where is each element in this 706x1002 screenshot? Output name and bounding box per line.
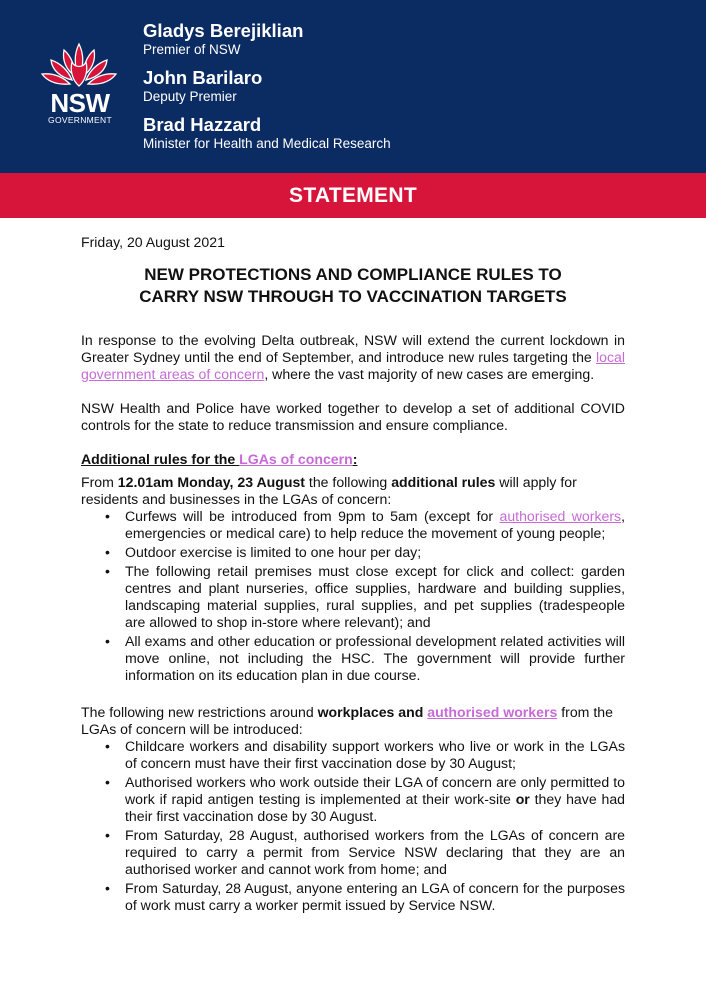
statement-body bbox=[81, 234, 625, 916]
list-item-bold: or bbox=[515, 791, 530, 807]
authorised-workers-link[interactable]: authorised workers bbox=[499, 508, 622, 524]
title-line: CARRY NSW THROUGH TO VACCINATION TARGETS bbox=[139, 287, 567, 306]
authorised-workers-link[interactable]: authorised workers bbox=[427, 704, 558, 720]
minister-role: Deputy Premier bbox=[143, 89, 237, 104]
paragraph-health-police: NSW Health and Police have worked together to develop a set of additional COVID controls for the state to reduce transmission and ensure compliance. bbox=[81, 400, 625, 433]
list-item: • Childcare workers and disability support workers who live or work in the LGAs of concern must have their first vaccination dose by 30 August; bbox=[125, 738, 625, 772]
intro-text: from the LGAs of concern will be introduced: bbox=[81, 704, 613, 737]
minister-role: Minister for Health and Medical Research bbox=[143, 136, 391, 151]
logo-subtext: GOVERNMENT bbox=[48, 115, 112, 125]
additional-rules-list bbox=[81, 508, 625, 684]
list-item: • From Saturday, 28 August, authorised workers from the LGAs of concern are required to carry a permit from Service NSW declaring that they are an authorised worker and cannot work from home; and bbox=[125, 827, 625, 878]
statement-banner: STATEMENT bbox=[0, 173, 706, 218]
intro-text: the following bbox=[305, 474, 392, 490]
statement-title bbox=[81, 264, 625, 308]
minister-entry bbox=[143, 67, 391, 105]
intro-text: will apply for residents and businesses in the LGAs of concern: bbox=[81, 474, 577, 507]
statement-date: Friday, 20 August 2021 bbox=[81, 234, 225, 250]
section-heading-additional-rules bbox=[81, 451, 625, 468]
spacer bbox=[81, 686, 625, 704]
nsw-logo bbox=[40, 88, 120, 125]
list-item: • All exams and other education or professional development related activities will move online, not including the HSC. The government will provide further information on its education plan in due course. bbox=[125, 633, 625, 684]
workplace-restrictions-list bbox=[81, 738, 625, 914]
intro-text: From bbox=[81, 474, 118, 490]
title-line: NEW PROTECTIONS AND COMPLIANCE RULES TO bbox=[144, 265, 562, 284]
list-item: • From Saturday, 28 August, anyone entering an LGA of concern for the purposes of work must carry a worker permit issued by Service NSW. bbox=[125, 880, 625, 914]
paragraph-text: , where the vast majority of new cases are emerging. bbox=[264, 366, 595, 382]
logo-text: NSW bbox=[50, 88, 110, 118]
list-item: • Outdoor exercise is limited to one hour per day; bbox=[125, 544, 625, 561]
list-item bbox=[125, 508, 625, 542]
heading-text: Additional rules for the bbox=[81, 451, 240, 467]
page-header bbox=[0, 0, 706, 173]
paragraph-text: In response to the evolving Delta outbreak, NSW will extend the current lockdown in Greater Sydney until the end of September, and introduce new rules targeting the bbox=[81, 332, 625, 365]
intro-bold: additional rules bbox=[391, 474, 496, 490]
heading-colon: : bbox=[352, 451, 358, 467]
lga-concern-link[interactable]: local government areas of concern bbox=[81, 349, 625, 382]
intro-text: The following new restrictions around bbox=[81, 704, 318, 720]
minister-name: Gladys Berejiklian bbox=[143, 20, 304, 41]
lgas-of-concern-link[interactable]: LGAs of concern bbox=[239, 451, 353, 467]
minister-name: Brad Hazzard bbox=[143, 114, 262, 135]
list-item-text: , emergencies or medical care) to help reduce the movement of young people; bbox=[125, 508, 625, 541]
list-item-text: Curfews will be introduced from 9pm to 5am (except for bbox=[125, 508, 500, 524]
list-item-text: Authorised workers who work outside their LGA of concern are only permitted to work if rapid antigen testing is implemented at their work-site bbox=[125, 774, 625, 807]
minister-name: John Barilaro bbox=[143, 67, 263, 88]
ministers-list bbox=[143, 20, 391, 161]
intro-bold-date: 12.01am Monday, 23 August bbox=[117, 474, 305, 490]
paragraph-intro bbox=[81, 332, 625, 383]
minister-role: Premier of NSW bbox=[143, 42, 241, 57]
list-item: • The following retail premises must close except for click and collect: garden centres and plant nurseries, office supplies, hardware and building supplies, landscaping material supplies, rural supplies, and pet supplies (tradespeople are allowed to shop in-store where relevant); and bbox=[125, 563, 625, 631]
minister-entry bbox=[143, 20, 391, 58]
list-item bbox=[125, 774, 625, 825]
list-item-text: they have had their first vaccination dose by 30 August. bbox=[125, 791, 626, 824]
intro-bold: workplaces and bbox=[317, 704, 428, 720]
minister-entry bbox=[143, 114, 391, 152]
section1-intro bbox=[81, 474, 625, 508]
section2-intro bbox=[81, 704, 625, 738]
